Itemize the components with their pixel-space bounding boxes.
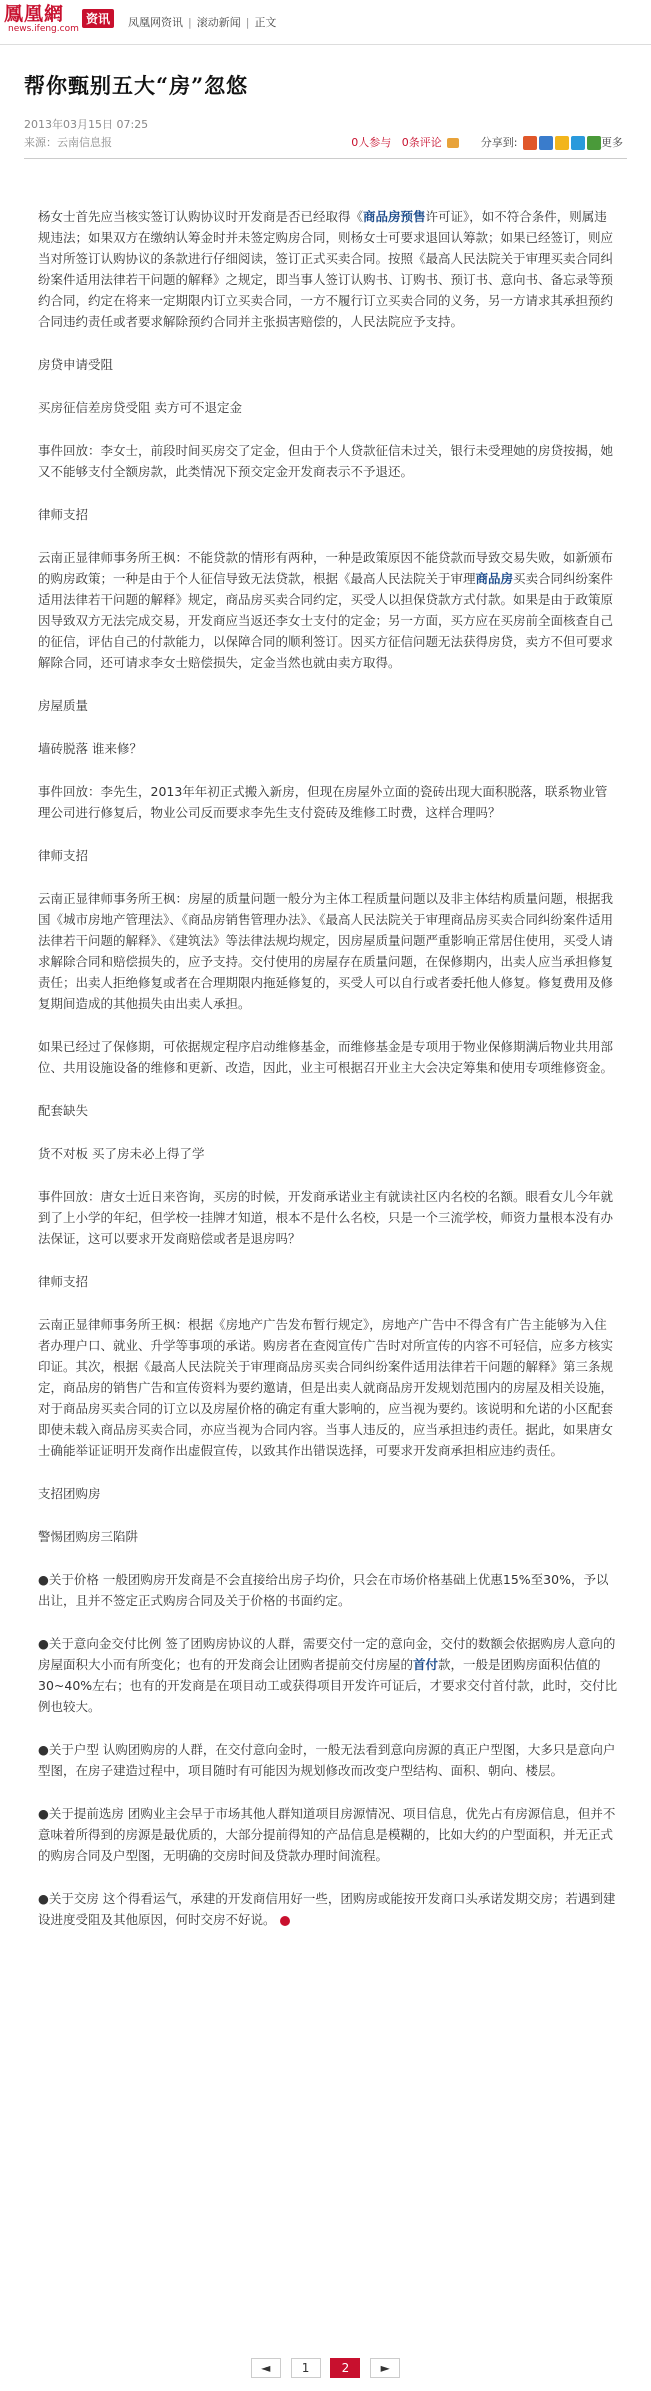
prev-page-button[interactable]: ◄ (251, 2358, 281, 2378)
share-weibo-icon[interactable] (523, 136, 537, 150)
logo-text: 鳳凰網 (4, 3, 65, 25)
bullet-paragraph (38, 1739, 618, 1781)
pagination (0, 2358, 651, 2378)
paragraph-text: 事件回放：唐女士近日来咨询，买房的时候，开发商承诺业主有就读社区内名校的名额。眼看女儿今年就到了上小学的年纪，但学校一挂牌才知道，根本不是什么名校，只是一个三流学校，师资力量根本没有办法保证，这可以要求开发商赔偿或者是退房吗？ (38, 1189, 614, 1246)
paragraph-text: 关于交房 这个得看运气，承建的开发商信用好一些，团购房或能按开发商口头承诺发期交房；若遇到建设进度受阻及其他原因，何时交房不好说。 (38, 1891, 616, 1927)
paragraph-text: 云南正显律师事务所王枫：不能贷款的情形有两种，一种是政策原因不能贷款而导致交易失败，如新颁布的购房政策；一种是由于个人征信导致无法贷款，根据《最高人民法院关于审理 (38, 550, 614, 586)
article-datetime: 2013年03月15日 07:25 (24, 118, 149, 131)
breadcrumb-rolling-news[interactable]: 滚动新闻 (196, 16, 241, 29)
article-source: 来源：云南信息报 (24, 136, 112, 149)
participants-count[interactable]: 0人参与 (351, 136, 392, 149)
paragraph-text: 事件回放：李先生，2013年年初正式搬入新房，但现在房屋外立面的瓷砖出现大面积脱落，联系物业管理公司进行修复后，物业公司反而要求李先生支付瓷砖及维修工时费，这样合理吗？ (38, 784, 608, 820)
paragraph-text: 云南正显律师事务所王枫：房屋的质量问题一般分为主体工程质量问题以及非主体结构质量问题，根据我国《城市房地产管理法》、《商品房销售管理办法》、《最高人民法院关于审理商品房买卖合同纠纷案件适用法律若干问题的解释》、《建筑法》等法律法规均规定，因房屋质量问题严重影响正常居住使用，买受人请求解除合同和赔偿损失的，应予支持。交付使用的房屋存在质量问题，在保修期内，出卖人应当承担修复责任；出卖人拒绝修复或者在合理期限内拖延修复的，买受人可以自行或者委托他人修复。修复费用及修复期间造成的其他损失由出卖人承担。 (38, 891, 614, 1011)
bullet-paragraph (38, 1888, 618, 1930)
paragraph-text: 款，一般是团购房面积估值的30~40%左右；也有的开发商是在项目动工或获得项目开发许可证后，才要求交付首付款，此时，交付比例也较大。 (38, 1657, 618, 1714)
article-paragraph (38, 397, 618, 418)
article-paragraph (38, 1314, 618, 1461)
ifeng-logo[interactable] (4, 4, 82, 38)
article-paragraph (38, 1143, 618, 1164)
paragraph-text: 律师支招 (38, 848, 89, 863)
paragraph-text: 房屋质量 (38, 698, 89, 713)
article-paragraph (38, 845, 618, 866)
breadcrumb-separator: | (188, 16, 192, 29)
article-paragraph (38, 1186, 618, 1249)
share-more-link[interactable]: 更多 (601, 136, 623, 149)
article-paragraph (38, 1100, 618, 1121)
article-end-icon (280, 1916, 290, 1926)
paragraph-text: 买卖合同纠纷案件适用法律若干问题的解释》规定，商品房买卖合同约定，买受人以担保贷款方式付款。如果是由于政策原因导致双方无法完成交易，开发商应当返还李女士支付的定金；另一方面，买方应在买房前全面核查自己的征信，评估自己的付款能力，以保障合同的顺利签订。因买方征信问题无法获得房贷，卖方不但可要求解除合同，还可请求李女士赔偿损失，定金当然也就由卖方取得。 (38, 571, 614, 670)
article-paragraph (38, 888, 618, 1014)
article-paragraph (38, 547, 618, 673)
article-paragraph (38, 1483, 618, 1504)
section-badge[interactable]: 资讯 (82, 9, 114, 28)
paragraph-text: 支招团购房 (38, 1486, 101, 1501)
article-paragraph (38, 1036, 618, 1078)
keyword-link[interactable]: 商品房预售 (363, 209, 426, 224)
breadcrumb-separator: | (245, 16, 250, 29)
keyword-link[interactable]: 商品房 (475, 571, 514, 586)
article-paragraph (38, 738, 618, 759)
share-qq-icon[interactable] (571, 136, 585, 150)
bullet-paragraph (38, 1569, 618, 1611)
keyword-link[interactable]: 首付 (413, 1657, 439, 1672)
breadcrumb-current: 正文 (254, 16, 277, 29)
bullet-paragraph (38, 1633, 618, 1717)
page-1-button[interactable]: 1 (291, 2358, 321, 2378)
share-label: 分享到: (480, 136, 518, 149)
comment-icon[interactable] (447, 138, 459, 148)
comments-count[interactable]: 0条评论 (401, 136, 442, 149)
share-qzone-icon[interactable] (555, 136, 569, 150)
paragraph-text: 买房征信差房贷受阻 卖方可不退定金 (38, 400, 242, 415)
article-meta (24, 116, 148, 152)
title-divider (24, 158, 627, 159)
article-paragraph (38, 354, 618, 375)
paragraph-text: 配套缺失 (38, 1103, 89, 1118)
paragraph-text: 律师支招 (38, 507, 89, 522)
paragraph-text: 律师支招 (38, 1274, 89, 1289)
paragraph-text: 关于价格 一般团购房开发商是不会直接给出房子均价，只会在市场价格基础上优惠15%至30%，予以出让，且并不签定正式购房合同及关于价格的书面约定。 (38, 1572, 609, 1608)
paragraph-text: 杨女士首先应当核实签订认购协议时开发商是否已经取得《 (38, 209, 364, 224)
article-paragraph (38, 1526, 618, 1547)
article-paragraph (38, 1271, 618, 1292)
bullet-paragraph (38, 1803, 618, 1866)
paragraph-text: 墙砖脱落 谁来修？ (38, 741, 142, 756)
article-actions (351, 134, 623, 150)
article-paragraph (38, 440, 618, 482)
logo-domain: news.ifeng.com (8, 24, 79, 34)
paragraph-text: 云南正显律师事务所王枫：根据《房地产广告发布暂行规定》，房地产广告中不得含有广告主能够为入住者办理户口、就业、升学等事项的承诺。购房者在查阅宣传广告时对所宣传的内容不可轻信，应多方核实印证。其次，根据《最高人民法院关于审理商品房买卖合同纠纷案件适用法律若干问题的解释》第三条规定，商品房的销售广告和宣传资料为要约邀请，但是出卖人就商品房开发规划范围内的房屋及相关设施，对于商品房买卖合同的订立以及房屋价格的确定有重大影响的，应当视为要约。该说明和允诺的小区配套即使未载入商品房买卖合同，亦应当视为合同内容。当事人违反的，应当承担违约责任。据此，如果唐女士确能举证证明开发商作出虚假宣传，以致其作出错误选择，可要求开发商承担相应违约责任。 (38, 1317, 614, 1458)
paragraph-text: 关于提前选房 团购业主会早于市场其他人群知道项目房源情况、项目信息，优先占有房源信息，但并不意味着所得到的房源是最优质的，大部分提前得知的产品信息是模糊的，比如大约的户型面积，并无正式的购房合同及户型图，无明确的交房时间及贷款办理时间流程。 (38, 1806, 616, 1863)
breadcrumb-home[interactable]: 凤凰网资讯 (128, 16, 183, 29)
paragraph-text: 货不对板 买了房未必上得了学 (38, 1146, 205, 1161)
site-header (0, 0, 651, 45)
next-page-button[interactable]: ► (370, 2358, 400, 2378)
paragraph-text: 关于户型 认购团购房的人群，在交付意向金时，一般无法看到意向房源的真正户型图，大多只是意向户型图，在房子建造过程中，项目随时有可能因为规划修改而改变户型结构、面积、朝向、楼层。 (38, 1742, 616, 1778)
paragraph-text: 事件回放：李女士，前段时间买房交了定金，但由于个人贷款征信未过关，银行未受理她的房贷按揭，她又不能够支付全额房款，此类情况下预交定金开发商表示不予退还。 (38, 443, 614, 479)
article-paragraph (38, 206, 618, 332)
share-more-icon[interactable] (587, 136, 601, 150)
paragraph-text: 许可证》，如不符合条件，则属违规违法；如果双方在缴纳认筹金时并未签定购房合同，则杨女士可要求退回认筹款；如果已经签订，则应当对所签订认购协议的条款进行仔细阅读，签订正式买卖合同。按照《最高人民法院关于审理买卖合同纠纷案件适用法律若干问题的解释》之规定，即当事人签订认购书、订购书、预订书、意向书、备忘录等预约合同，约定在将来一定期限内订立买卖合同，一方不履行订立买卖合同的义务，另一方请求其承担预约合同违约责任或者要求解除预约合同并主张损害赔偿的，人民法院应予支持。 (38, 209, 614, 329)
article-paragraph (38, 695, 618, 716)
article-body (38, 206, 618, 1952)
page-2-button[interactable]: 2 (330, 2358, 360, 2378)
breadcrumb (128, 14, 276, 30)
paragraph-text: 房贷申请受阻 (38, 357, 114, 372)
share-renren-icon[interactable] (539, 136, 553, 150)
paragraph-text: 如果已经过了保修期，可依据规定程序启动维修基金，而维修基金是专项用于物业保修期满后物业共用部位、共用设施设备的维修和更新、改造，因此，业主可根据召开业主大会决定筹集和使用专项维修资金。 (38, 1039, 614, 1075)
paragraph-text: 警惕团购房三陷阱 (38, 1529, 139, 1544)
paragraph-text: 关于意向金交付比例 签了团购房协议的人群，需要交付一定的意向金，交付的数额会依据购房人意向的房屋面积大小而有所变化；也有的开发商会让团购者提前交付房屋的 (38, 1636, 616, 1672)
article-paragraph (38, 781, 618, 823)
article-paragraph (38, 504, 618, 525)
article-title: 帮你甄别五大“房”忽悠 (24, 73, 249, 98)
